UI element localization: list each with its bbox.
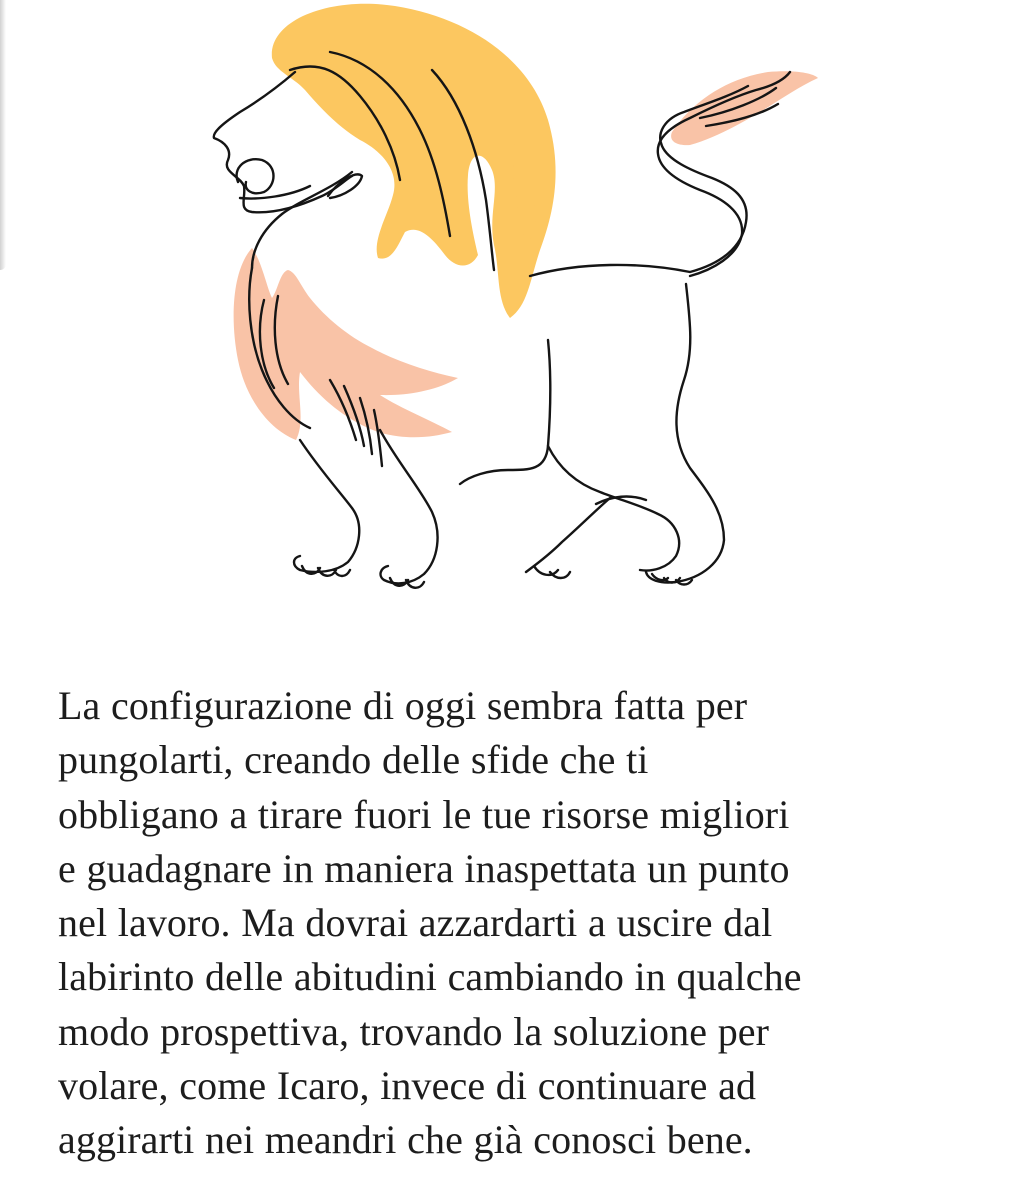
lion-front-leg bbox=[294, 440, 359, 572]
horoscope-paragraph bbox=[58, 679, 998, 1168]
paragraph-line: labirinto delle abitudini cambiando in qualche bbox=[58, 954, 802, 1000]
paragraph-line: obbligano a tirare fuori le tue risorse migliori bbox=[58, 791, 790, 837]
paragraph-line: La configurazione di oggi sembra fatta per bbox=[58, 683, 748, 728]
paragraph-line: volare, come Icaro, invece di continuare ad bbox=[58, 1063, 757, 1109]
lion-mane bbox=[272, 4, 556, 318]
lion-nose bbox=[237, 159, 274, 193]
lion-back-paw bbox=[526, 498, 610, 578]
paragraph-line: nel lavoro. Ma dovrai azzardarti a uscire dal bbox=[58, 900, 773, 946]
lion-inner-leg bbox=[548, 446, 679, 570]
paragraph-line: pungolarti, creando delle sfide che ti bbox=[58, 737, 649, 783]
lion-front-leg-2 bbox=[380, 430, 438, 583]
lion-belly bbox=[460, 340, 550, 484]
lion-hind-leg bbox=[646, 284, 724, 583]
paragraph-line: aggirarti nei meandri che già conosci bene. bbox=[58, 1117, 753, 1163]
paragraph-line: e guadagnare in maniera inaspettata un punto bbox=[58, 845, 790, 891]
paragraph-line: modo prospettiva, trovando la soluzione per bbox=[58, 1008, 770, 1054]
